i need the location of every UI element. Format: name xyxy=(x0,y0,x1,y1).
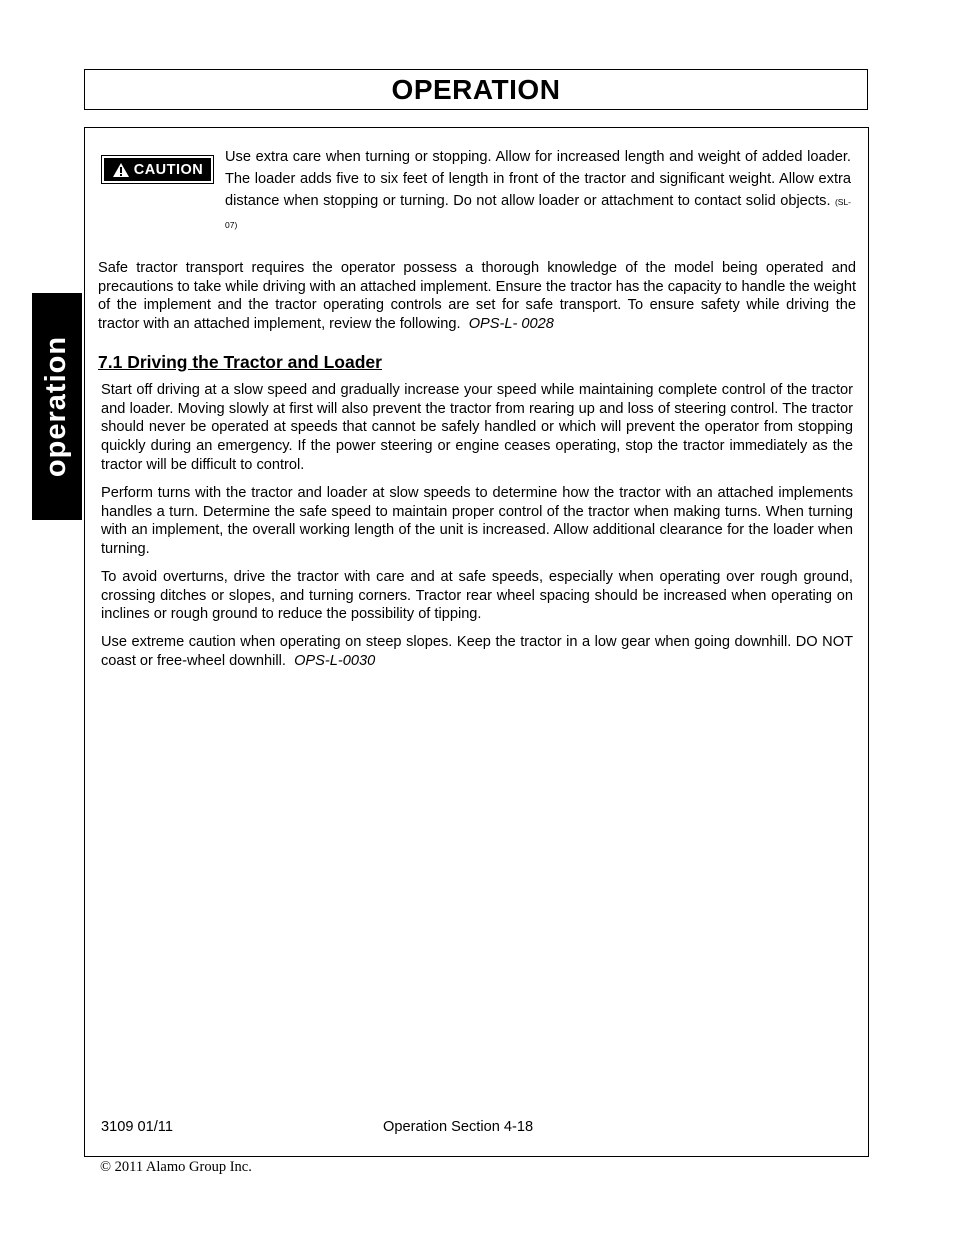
section-paragraph: Start off driving at a slow speed and gradually increase your speed while maintaining complete control of the tractor and loader. Moving slowly at first will also prevent the tractor from rearing up and loss of steering control. The tractor should never be operated at speeds that cannot be safely handled or which will prevent the operator from stopping quickly during an emergency. If the power steering or engine ceases operating, stop the tractor immediately as the tractor will be difficult to control. xyxy=(101,382,853,473)
caution-label: CAUTION xyxy=(133,161,204,178)
footer-page-label: Operation Section 4-18 xyxy=(383,1119,534,1135)
caution-badge xyxy=(101,155,214,184)
side-tab-label: operation xyxy=(40,335,73,478)
intro-paragraph xyxy=(98,259,856,334)
last-paragraph-text: Use extreme caution when operating on steep slopes. Keep the tractor in a low gear when going downhill. DO NOT coast or free-wheel downhill. xyxy=(101,634,853,669)
warning-triangle-icon xyxy=(112,162,130,178)
section-side-tab xyxy=(32,293,82,520)
intro-reference: OPS-L- 0028 xyxy=(468,316,554,333)
footer-doc-number: 3109 01/11 xyxy=(101,1119,173,1135)
section-paragraph: To avoid overturns, drive the tractor with care and at safe speeds, especially when operating over rough ground, crossing ditches or slopes, and turning corners. Tractor rear wheel spacing should be increased when operating on inclines or rough ground to reduce the possibility of tipping. xyxy=(101,569,853,623)
caution-message xyxy=(225,146,851,236)
page-header xyxy=(84,69,868,110)
copyright-notice: © 2011 Alamo Group Inc. xyxy=(100,1159,252,1175)
section-paragraph-last xyxy=(101,633,853,670)
page-title: OPERATION xyxy=(391,73,561,105)
intro-text: Safe tractor transport requires the operator possess a thorough knowledge of the model being operated and precautions to take while driving with an attached implement. Ensure the tractor has the capacity to handle the weight of the implement and the tractor operating controls are set for safe transport. To ensure safety while driving the tractor with an attached implement, review the following. xyxy=(98,260,856,333)
caution-badge-inner xyxy=(104,158,211,181)
caution-reference: (SL-07) xyxy=(225,197,852,230)
section-paragraph: Perform turns with the tractor and loader at slow speeds to determine how the tractor with an attached implements handles a turn. Determine the safe speed to maintain proper control of the tractor when making turns. When turning with an implement, the overall working length of the unit is increased. Allow additional clearance for the loader when turning. xyxy=(101,485,853,558)
last-paragraph-reference: OPS-L-0030 xyxy=(294,652,376,669)
section-heading: 7.1 Driving the Tractor and Loader xyxy=(98,352,382,372)
content-frame xyxy=(84,127,869,1157)
caution-message-text: Use extra care when turning or stopping. Allow for increased length and weight of added loader. The loader adds five to six feet of length in front of the tractor and significant weight. Allow extra distance when stopping or turning. Do not allow loader or attachment to contact solid objects. xyxy=(225,149,851,209)
